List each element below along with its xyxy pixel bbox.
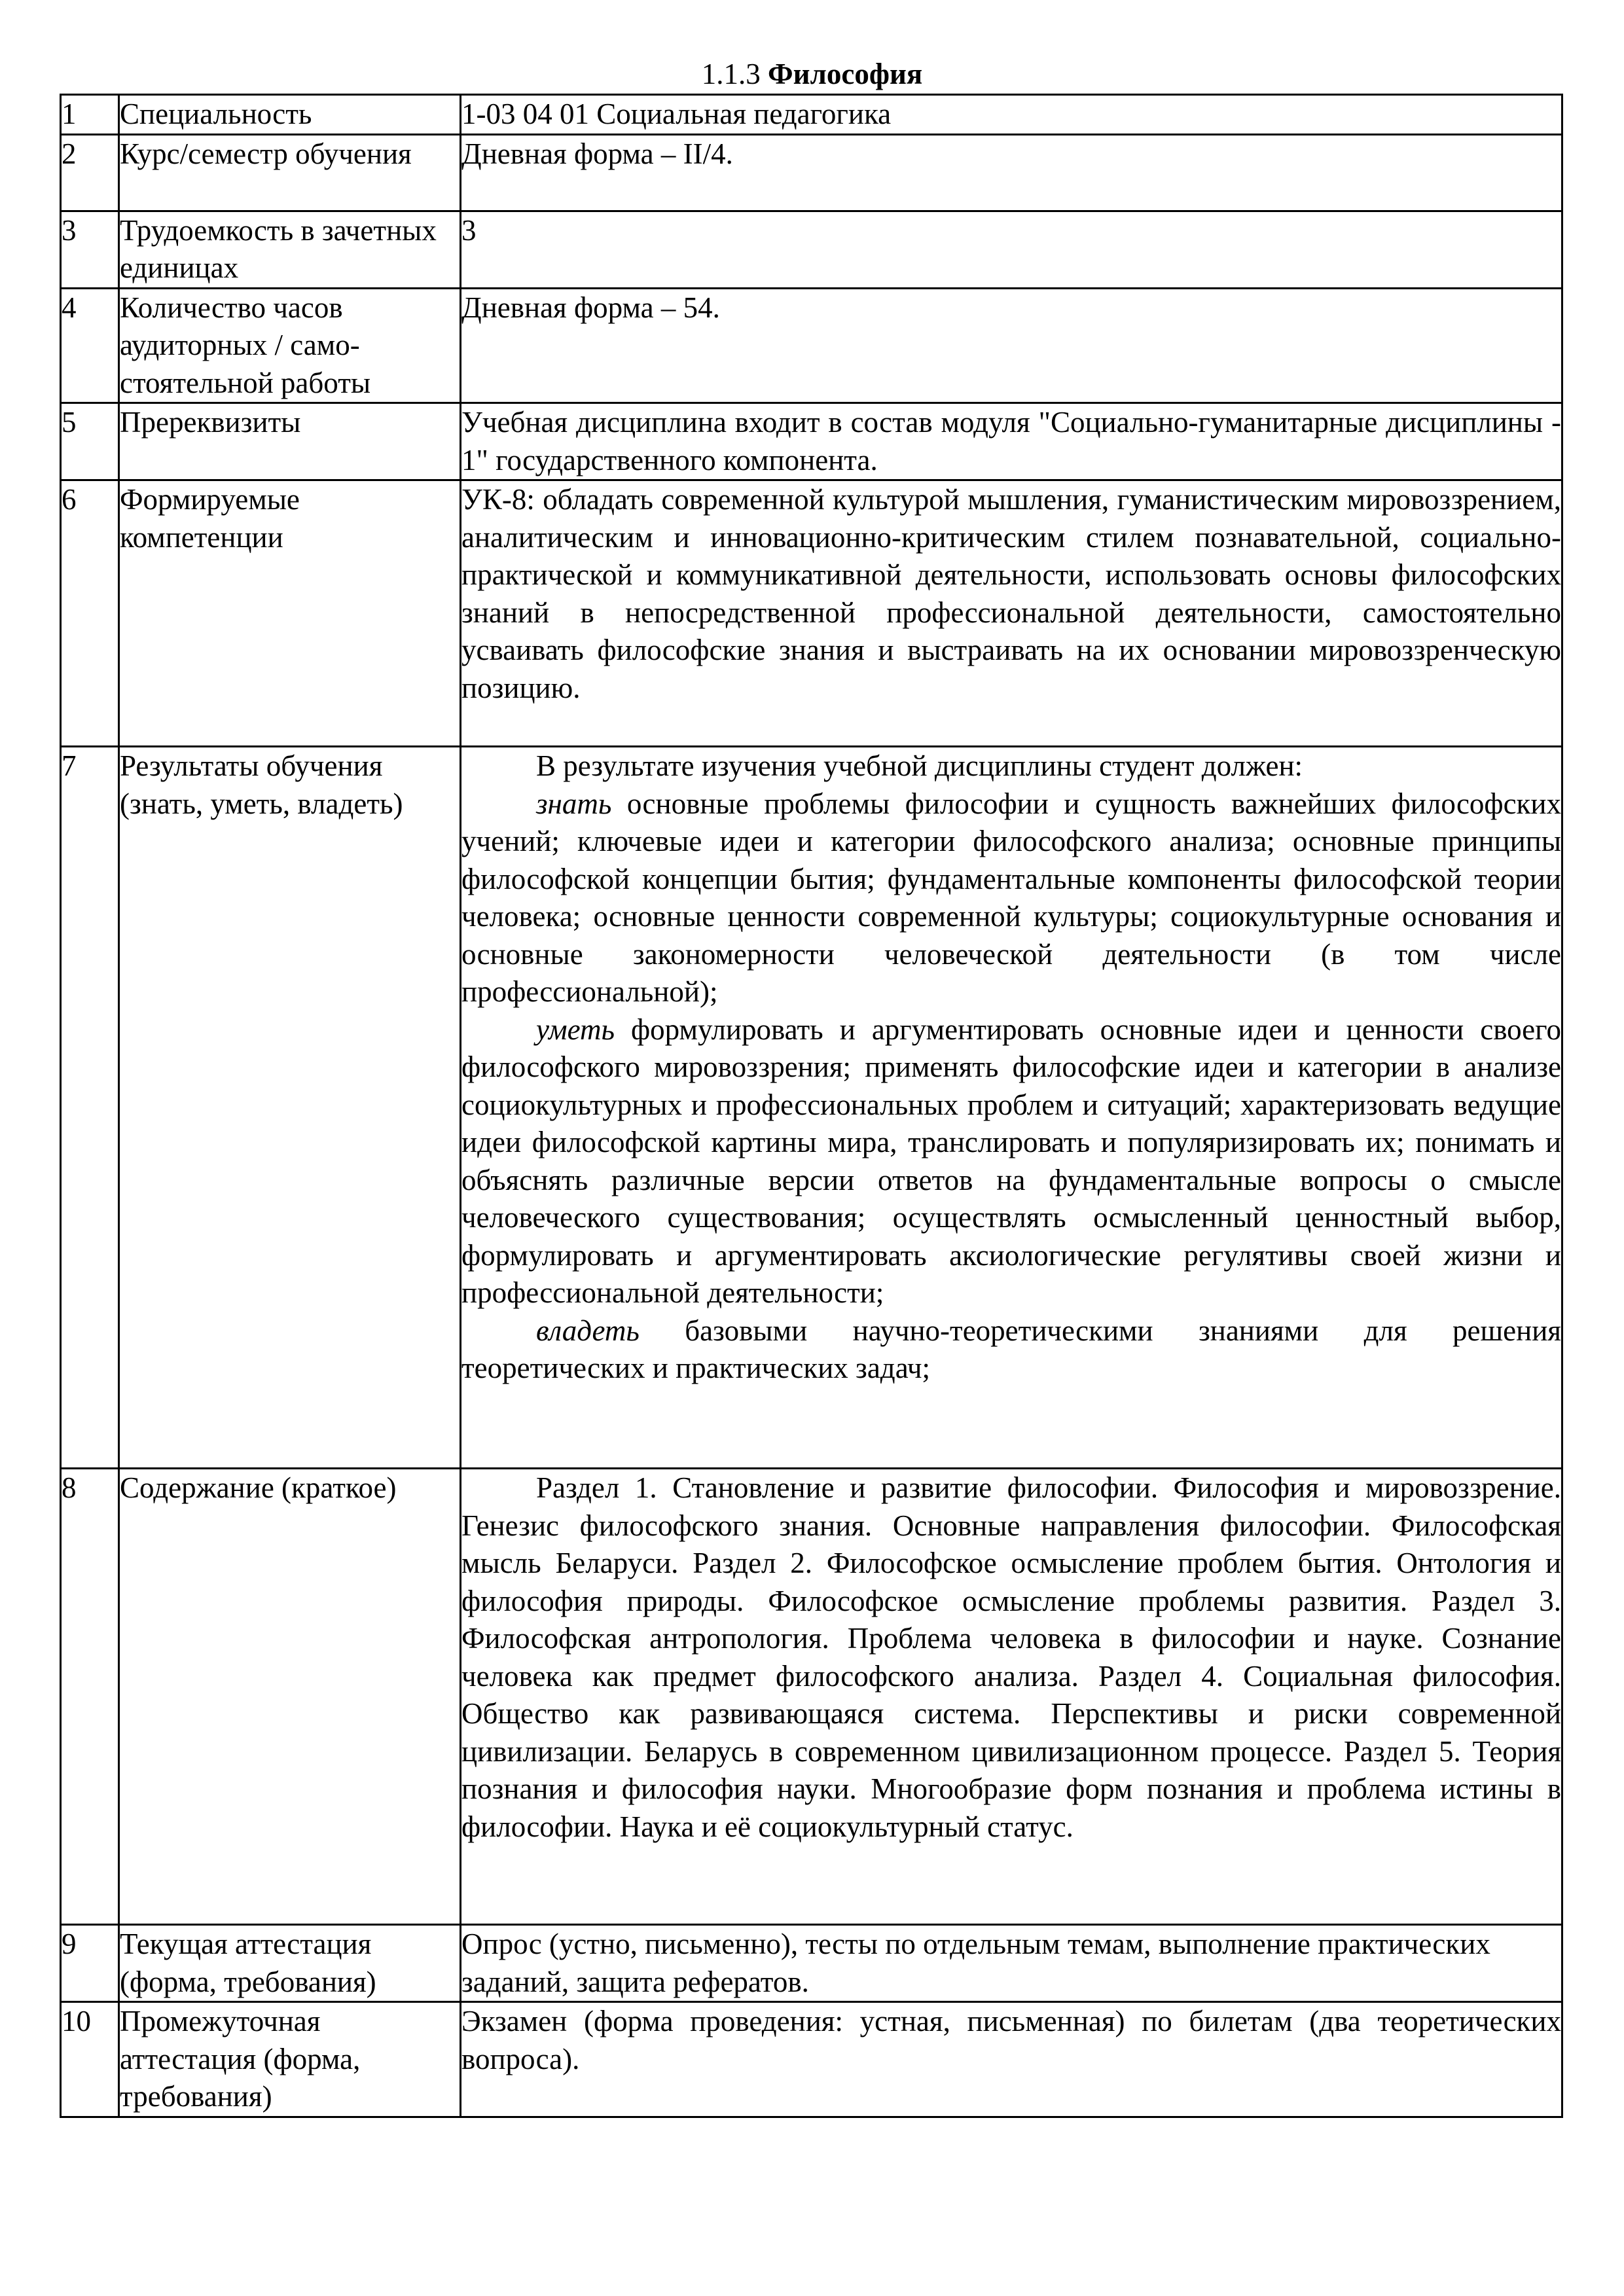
row-number: 1 xyxy=(61,95,119,135)
know-text: основные проблемы философии и сущность важнейших философских учений; ключевые идеи и категории философского анализа; основные принципы философской концепции бытия; фундаментальные компоненты философской теории человека; основные ценности современной культуры; социокультурные основания и основные закономерности человеческой деятельности (в том числе профессиональной); xyxy=(461,787,1561,1008)
row-label: Количество часов аудиторных / само-стоятельной работы xyxy=(119,288,461,403)
able-text: формулировать и аргументировать основные идеи и ценности своего философского мировоззрения; применять философские идеи и категории в анализе социокультурных и профессиональных проблем и ситуаций; характеризовать ведущие идеи философской картины мира, транслировать и популяризировать их; понимать и объяснять различные версии ответов на фундаментальные вопросы о смысле человеческого существования; осуществлять осмысленный ценностный выбор, формулировать и аргументировать аксиологические регулятивы своей жизни и профессиональной деятельности; xyxy=(461,1013,1561,1309)
row-value xyxy=(461,747,1562,1469)
row-number: 3 xyxy=(61,211,119,288)
table-row xyxy=(61,1469,1562,1925)
row-value: 1-03 04 01 Социальная педагогика xyxy=(461,95,1562,135)
row-label: Трудоемкость в зачетных единицах xyxy=(119,211,461,288)
document-title xyxy=(0,55,1624,93)
table-row xyxy=(61,403,1562,480)
row-value: Учебная дисциплина входит в состав модуля "Социально-гуманитарные дисциплины - 1" государственного компонента. xyxy=(461,403,1562,480)
master-term: владеть xyxy=(536,1314,640,1347)
results-intro: В результате изучения учебной дисциплины студент должен: xyxy=(536,749,1303,782)
row-label: Специальность xyxy=(119,95,461,135)
table-row xyxy=(61,1925,1562,2002)
row-number: 2 xyxy=(61,134,119,211)
row-number: 8 xyxy=(61,1469,119,1925)
row-value: Экзамен (форма проведения: устная, письменная) по билетам (два теоретических вопроса). xyxy=(461,2002,1562,2117)
row-label: Пререквизиты xyxy=(119,403,461,480)
able-term: уметь xyxy=(536,1013,615,1046)
row-value: УК-8: обладать современной культурой мышления, гуманистическим мировоззрением, аналитическим и инновационно-критическим стилем познавательной, социально-практической и коммуникативной деятельности, использовать основы философских знаний в непосредственной профессиональной деятельности, самостоятельно усваивать философские знания и выстраивать на их основании мировоззренческую позицию. xyxy=(461,480,1562,747)
row-number: 10 xyxy=(61,2002,119,2117)
row-value: Дневная форма – 54. xyxy=(461,288,1562,403)
title-number: 1.1.3 xyxy=(701,58,761,90)
results-able xyxy=(461,1011,1561,1312)
row-number: 9 xyxy=(61,1925,119,2002)
row-label: Формируемые компетенции xyxy=(119,480,461,747)
row-number: 7 xyxy=(61,747,119,1469)
table-row xyxy=(61,747,1562,1469)
row-value: Дневная форма – II/4. xyxy=(461,134,1562,211)
table-row xyxy=(61,134,1562,211)
table-row xyxy=(61,95,1562,135)
syllabus-table xyxy=(60,94,1563,2118)
row-value: 3 xyxy=(461,211,1562,288)
results-know xyxy=(461,785,1561,1011)
table-row xyxy=(61,211,1562,288)
row-label: Текущая аттестация (форма, требования) xyxy=(119,1925,461,2002)
know-term: знать xyxy=(536,787,612,820)
row-number: 4 xyxy=(61,288,119,403)
row-label: Курс/семестр обучения xyxy=(119,134,461,211)
row-label: Содержание (краткое) xyxy=(119,1469,461,1925)
row-value: Опрос (устно, письменно), тесты по отдельным темам, выполнение практических заданий, защита рефератов. xyxy=(461,1925,1562,2002)
row-number: 5 xyxy=(61,403,119,480)
row-label: Промежуточная аттестация (форма, требования) xyxy=(119,2002,461,2117)
table-row xyxy=(61,2002,1562,2117)
row-value: Раздел 1. Становление и развитие философии. Философия и мировоззрение. Генезис философского знания. Основные направления философии. Философская мысль Беларуси. Раздел 2. Философское осмысление проблем бытия. Онтология и философия природы. Философское осмысление проблемы развития. Раздел 3. Философская антропология. Проблема человека в философии и науке. Сознание человека как предмет философского анализа. Раздел 4. Социальная философия. Общество как развивающаяся система. Перспективы и риски современной цивилизации. Беларусь в современном цивилизационном процессе. Раздел 5. Теория познания и философия науки. Многообразие форм познания и проблема истины в философии. Наука и её социокультурный статус. xyxy=(461,1469,1562,1925)
row-label: Результаты обучения (знать, уметь, владеть) xyxy=(119,747,461,1469)
table-row xyxy=(61,480,1562,747)
results-master xyxy=(461,1312,1561,1388)
title-name: Философия xyxy=(768,58,923,90)
table-row xyxy=(61,288,1562,403)
row-number: 6 xyxy=(61,480,119,747)
master-text: базовыми научно-теоретическими знаниями для решения теоретических и практических задач; xyxy=(461,1314,1562,1384)
